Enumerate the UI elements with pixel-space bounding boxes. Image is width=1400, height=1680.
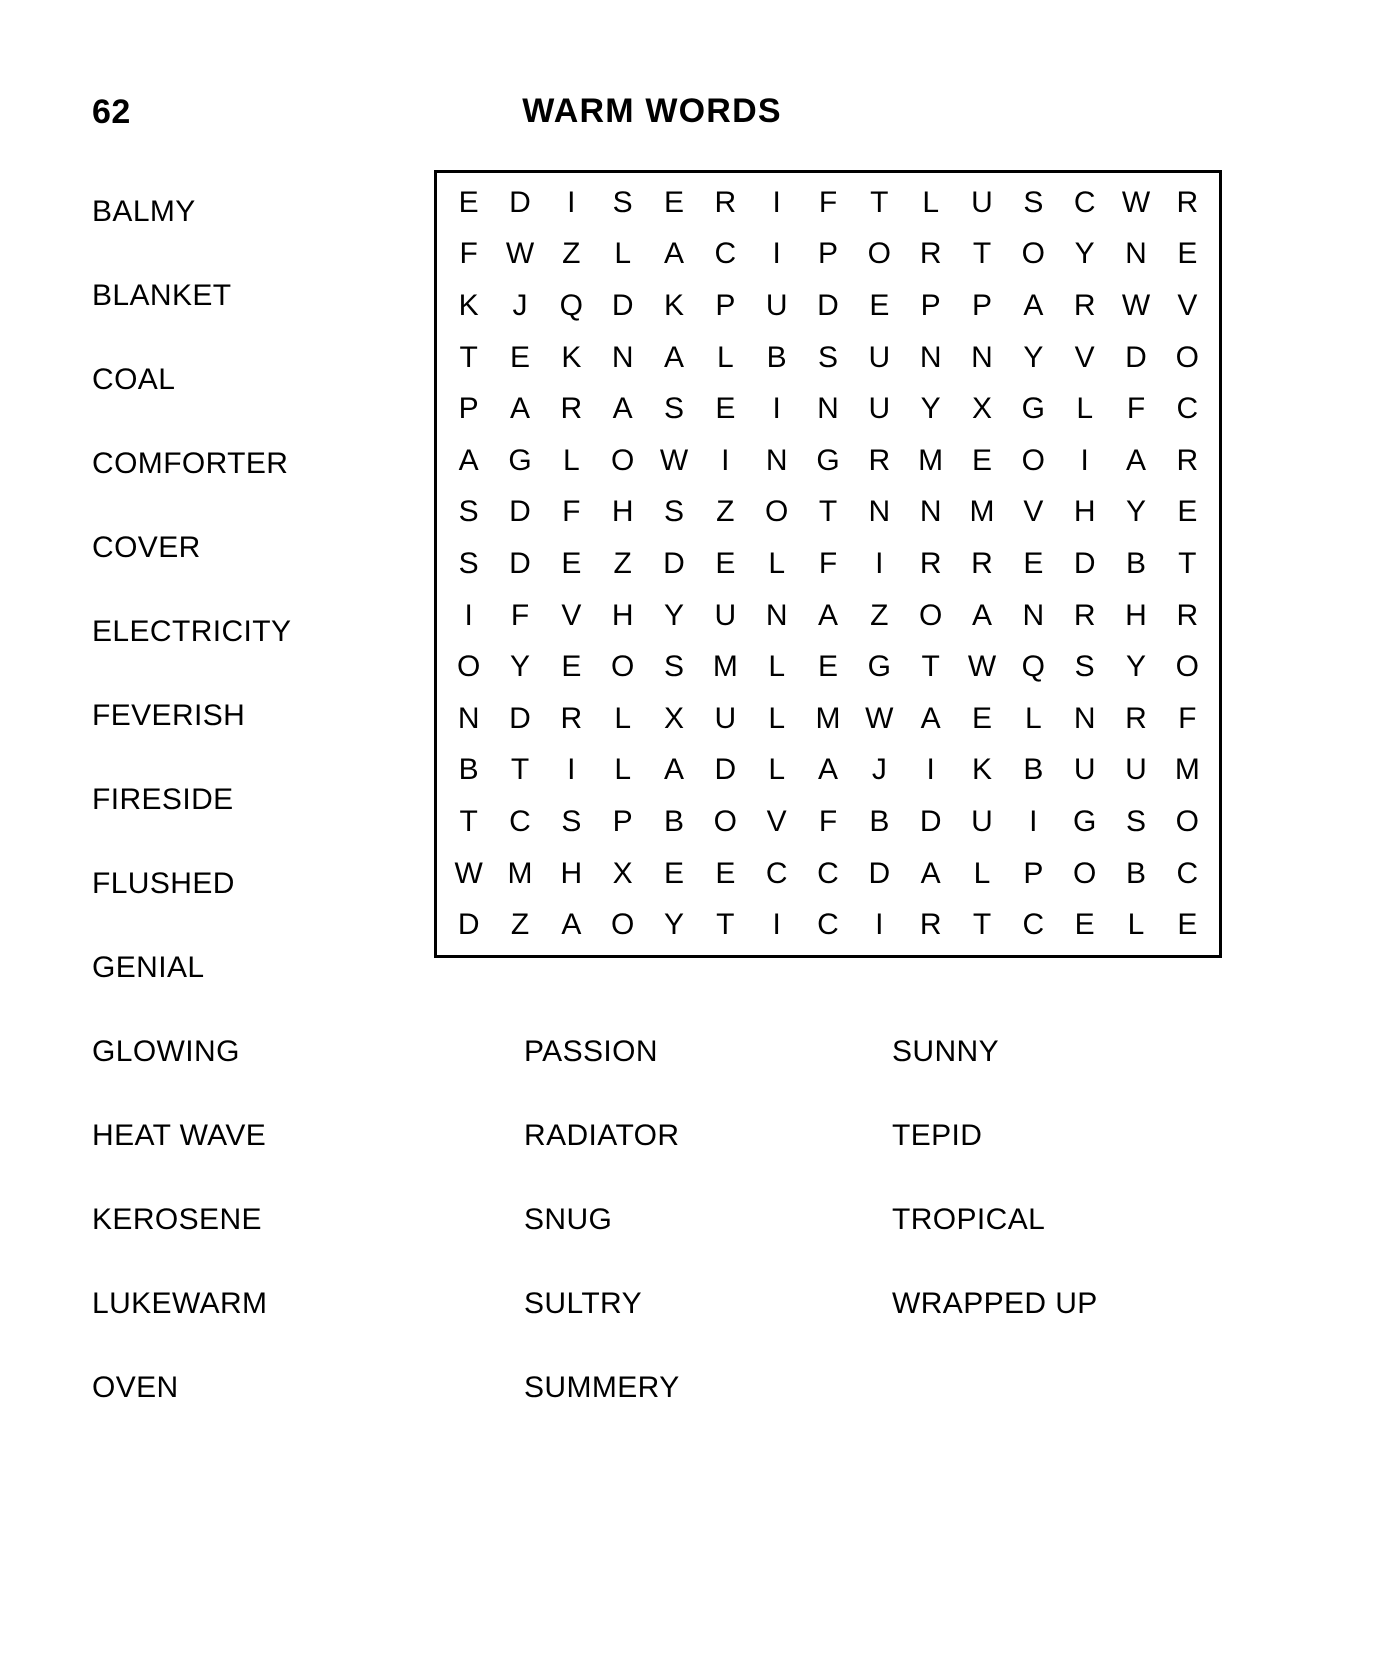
grid-cell: P bbox=[612, 804, 633, 838]
word-list-item: FEVERISH bbox=[92, 699, 246, 732]
grid-cell: D bbox=[509, 546, 531, 580]
grid-cell: Y bbox=[1125, 650, 1146, 684]
grid-cell: B bbox=[1125, 546, 1146, 580]
grid-cell: X bbox=[971, 392, 992, 426]
grid-cell: E bbox=[817, 650, 838, 684]
grid-cell: L bbox=[562, 443, 580, 477]
grid-cell: W bbox=[865, 701, 894, 735]
grid-cell: E bbox=[1074, 908, 1095, 942]
grid-cell: Y bbox=[1074, 237, 1095, 271]
grid-cell: E bbox=[715, 392, 736, 426]
grid-cell: R bbox=[560, 701, 583, 735]
grid-cell: D bbox=[1073, 546, 1096, 580]
grid-cell: M bbox=[507, 856, 533, 890]
grid-cell: C bbox=[1176, 856, 1199, 890]
grid-cell: I bbox=[772, 185, 781, 219]
grid-cell: C bbox=[817, 908, 839, 942]
grid-cell: L bbox=[716, 340, 734, 374]
grid-cell: U bbox=[868, 392, 891, 426]
grid-cell: C bbox=[1022, 908, 1045, 942]
grid-cell: Y bbox=[1023, 340, 1044, 374]
grid-cell: B bbox=[1023, 753, 1044, 787]
grid-cell: T bbox=[921, 650, 940, 684]
grid-cell: L bbox=[768, 546, 785, 580]
grid-cell: A bbox=[663, 237, 684, 271]
grid-cell: S bbox=[561, 804, 582, 838]
grid-cell: L bbox=[768, 650, 785, 684]
grid-cell: E bbox=[663, 185, 684, 219]
grid-cell: Z bbox=[870, 598, 889, 632]
grid-cell: L bbox=[768, 701, 785, 735]
grid-cell: I bbox=[1029, 804, 1038, 838]
grid-cell: B bbox=[1125, 856, 1146, 890]
grid-cell: I bbox=[721, 443, 730, 477]
grid-cell: D bbox=[817, 288, 839, 322]
grid-cell: W bbox=[505, 237, 535, 271]
grid-cell: Y bbox=[663, 598, 684, 632]
grid-cell: Y bbox=[1125, 495, 1146, 529]
grid-cell: O bbox=[1072, 856, 1097, 890]
grid-cell: O bbox=[1175, 340, 1199, 374]
word-list-row bbox=[92, 1094, 1342, 1178]
grid-cell: M bbox=[815, 701, 841, 735]
grid-cell: E bbox=[509, 340, 530, 374]
grid-cell: N bbox=[611, 340, 634, 374]
grid-cell: U bbox=[971, 804, 993, 838]
grid-cell: O bbox=[1021, 443, 1045, 477]
grid-cell: S bbox=[1125, 804, 1146, 838]
grid-cell: C bbox=[817, 856, 839, 890]
grid-cell: E bbox=[715, 856, 736, 890]
grid-cell: B bbox=[663, 804, 684, 838]
grid-cell: Z bbox=[716, 495, 735, 529]
word-list-row bbox=[92, 1010, 1342, 1094]
grid-cell: D bbox=[919, 804, 942, 838]
grid-cell: T bbox=[972, 908, 992, 942]
word-list-item: PASSION bbox=[524, 1035, 658, 1068]
grid-cell: L bbox=[614, 753, 631, 787]
grid-cell: I bbox=[772, 237, 781, 271]
grid-cell: S bbox=[1074, 650, 1095, 684]
grid-cell: A bbox=[1125, 443, 1146, 477]
grid-cell: U bbox=[868, 340, 891, 374]
grid-cell: A bbox=[561, 908, 582, 942]
word-list-item: TEPID bbox=[892, 1119, 983, 1152]
grid-cell: R bbox=[1176, 185, 1199, 219]
grid-cell: M bbox=[712, 650, 738, 684]
grid-cell: J bbox=[871, 753, 887, 787]
grid-cell: C bbox=[509, 804, 531, 838]
grid-cell: E bbox=[561, 650, 582, 684]
grid-cell: V bbox=[1023, 495, 1044, 529]
word-list-item: BALMY bbox=[92, 195, 196, 228]
grid-cell: I bbox=[567, 185, 576, 219]
grid-cell: E bbox=[971, 443, 992, 477]
grid-cell: L bbox=[1076, 392, 1093, 426]
grid-cell: A bbox=[663, 753, 684, 787]
grid-cell: O bbox=[1021, 237, 1045, 271]
grid-cell: I bbox=[875, 546, 884, 580]
grid-cell: P bbox=[1023, 856, 1044, 890]
grid-cell: D bbox=[509, 701, 531, 735]
grid-cell: G bbox=[508, 443, 532, 477]
grid-cell: A bbox=[458, 443, 479, 477]
grid-cell: R bbox=[1073, 288, 1096, 322]
grid-cell: R bbox=[868, 443, 891, 477]
grid-cell: T bbox=[972, 237, 992, 271]
word-list-item: COMFORTER bbox=[92, 447, 289, 480]
grid-cell: U bbox=[714, 701, 737, 735]
grid-cell: J bbox=[512, 288, 528, 322]
grid-cell: F bbox=[510, 598, 530, 632]
grid-cell: G bbox=[1072, 804, 1097, 838]
grid-cell: Q bbox=[559, 288, 583, 322]
grid-cell: E bbox=[1177, 495, 1198, 529]
grid-cell: A bbox=[971, 598, 992, 632]
grid-cell: L bbox=[1024, 701, 1042, 735]
word-list-item: KEROSENE bbox=[92, 1203, 262, 1236]
word-list-item: FLUSHED bbox=[92, 867, 235, 900]
grid-cell: R bbox=[919, 546, 942, 580]
grid-cell: O bbox=[764, 495, 789, 529]
word-list-item: RADIATOR bbox=[524, 1119, 680, 1152]
grid-cell: U bbox=[765, 288, 788, 322]
grid-cell: O bbox=[456, 650, 481, 684]
word-list-item: GLOWING bbox=[92, 1035, 240, 1068]
grid-cell: P bbox=[458, 392, 479, 426]
grid-cell: L bbox=[614, 237, 631, 271]
grid-cell: R bbox=[1176, 598, 1199, 632]
grid-cell: Z bbox=[562, 237, 581, 271]
grid-cell: T bbox=[870, 185, 889, 219]
grid-cell: D bbox=[1125, 340, 1147, 374]
grid-cell: R bbox=[919, 908, 942, 942]
word-list-item: FIRESIDE bbox=[92, 783, 234, 816]
grid-cell: P bbox=[920, 288, 941, 322]
word-list-item: OVEN bbox=[92, 1371, 179, 1404]
grid-cell: R bbox=[560, 392, 583, 426]
grid-cell: L bbox=[973, 856, 991, 890]
grid-cell: N bbox=[1125, 237, 1147, 271]
grid-cell: I bbox=[772, 908, 781, 942]
grid-cell: N bbox=[765, 598, 788, 632]
grid-cell: F bbox=[818, 185, 838, 219]
grid-cell: R bbox=[1073, 598, 1096, 632]
grid-cell: I bbox=[567, 753, 576, 787]
word-list-item: SUMMERY bbox=[524, 1371, 680, 1404]
grid-cell: A bbox=[663, 340, 684, 374]
grid-cell: T bbox=[1178, 546, 1197, 580]
grid-cell: E bbox=[458, 185, 479, 219]
grid-cell: S bbox=[663, 392, 684, 426]
grid-cell: F bbox=[1178, 701, 1197, 735]
word-list-item: COAL bbox=[92, 363, 176, 396]
grid-cell: L bbox=[768, 753, 785, 787]
grid-cell: E bbox=[869, 288, 890, 322]
grid-cell: U bbox=[971, 185, 993, 219]
grid-cell: N bbox=[919, 495, 942, 529]
letter-grid bbox=[437, 173, 1219, 955]
grid-cell: M bbox=[969, 495, 995, 529]
grid-cell: D bbox=[509, 185, 531, 219]
grid-cell: K bbox=[663, 288, 684, 322]
word-list-item: ELECTRICITY bbox=[92, 615, 292, 648]
grid-cell: L bbox=[922, 185, 939, 219]
grid-cell: D bbox=[714, 753, 737, 787]
grid-cell: V bbox=[1074, 340, 1095, 374]
grid-cell: D bbox=[868, 856, 891, 890]
grid-cell: T bbox=[459, 804, 478, 838]
grid-cell: E bbox=[1177, 908, 1198, 942]
grid-cell: S bbox=[458, 495, 479, 529]
grid-cell: E bbox=[561, 546, 582, 580]
grid-cell: F bbox=[459, 237, 478, 271]
word-list-item: GENIAL bbox=[92, 951, 205, 984]
word-list-row bbox=[92, 1178, 1342, 1262]
grid-cell: E bbox=[715, 546, 736, 580]
grid-cell: O bbox=[610, 443, 635, 477]
grid-cell: R bbox=[1176, 443, 1199, 477]
grid-cell: N bbox=[765, 443, 788, 477]
grid-cell: W bbox=[454, 856, 483, 890]
grid-cell: L bbox=[614, 701, 631, 735]
grid-cell: O bbox=[713, 804, 737, 838]
grid-cell: K bbox=[458, 288, 479, 322]
grid-cell: O bbox=[610, 908, 635, 942]
word-list-item: HEAT WAVE bbox=[92, 1119, 267, 1152]
grid-cell: X bbox=[612, 856, 633, 890]
grid-cell: T bbox=[818, 495, 838, 529]
grid-cell: N bbox=[457, 701, 480, 735]
grid-cell: S bbox=[612, 185, 633, 219]
grid-cell: D bbox=[457, 908, 480, 942]
word-search-grid bbox=[434, 170, 1222, 958]
grid-cell: W bbox=[1121, 185, 1151, 219]
grid-cell: E bbox=[1023, 546, 1044, 580]
grid-cell: O bbox=[1175, 804, 1199, 838]
grid-cell: E bbox=[663, 856, 684, 890]
grid-cell: F bbox=[562, 495, 581, 529]
grid-cell: H bbox=[1125, 598, 1147, 632]
word-list-item: LUKEWARM bbox=[92, 1287, 268, 1320]
grid-cell: D bbox=[509, 495, 531, 529]
grid-cell: S bbox=[817, 340, 838, 374]
grid-cell: U bbox=[1125, 753, 1147, 787]
grid-cell: K bbox=[971, 753, 992, 787]
word-list-bottom bbox=[92, 1010, 1342, 1430]
grid-cell: V bbox=[561, 598, 582, 632]
grid-cell: R bbox=[1125, 701, 1147, 735]
grid-cell: N bbox=[1022, 598, 1045, 632]
grid-cell: G bbox=[1021, 392, 1045, 426]
grid-cell: Y bbox=[663, 908, 684, 942]
word-list-item: SNUG bbox=[524, 1203, 613, 1236]
word-list-item: BLANKET bbox=[92, 279, 232, 312]
grid-cell: I bbox=[772, 392, 781, 426]
grid-cell: R bbox=[919, 237, 942, 271]
grid-cell: Z bbox=[613, 546, 632, 580]
page-number: 62 bbox=[92, 93, 131, 131]
grid-cell: P bbox=[971, 288, 992, 322]
grid-cell: A bbox=[509, 392, 530, 426]
grid-cell: S bbox=[458, 546, 479, 580]
grid-cell: S bbox=[1023, 185, 1044, 219]
word-list-item: SUNNY bbox=[892, 1035, 1000, 1068]
grid-cell: F bbox=[1126, 392, 1146, 426]
grid-cell: M bbox=[1174, 753, 1200, 787]
word-list-row bbox=[92, 1346, 1342, 1430]
page-title: WARM WORDS bbox=[522, 92, 782, 130]
grid-cell: Q bbox=[1021, 650, 1045, 684]
grid-cell: A bbox=[817, 753, 838, 787]
grid-cell: W bbox=[967, 650, 997, 684]
grid-cell: Z bbox=[510, 908, 530, 942]
word-list-left-column bbox=[92, 170, 422, 1010]
grid-cell: F bbox=[818, 804, 838, 838]
grid-cell: A bbox=[817, 598, 838, 632]
grid-cell: F bbox=[818, 546, 838, 580]
grid-cell: Y bbox=[509, 650, 530, 684]
grid-cell: B bbox=[869, 804, 890, 838]
grid-cell: R bbox=[714, 185, 737, 219]
grid-cell: V bbox=[1177, 288, 1198, 322]
grid-cell: I bbox=[875, 908, 884, 942]
grid-cell: T bbox=[716, 908, 735, 942]
grid-cell: E bbox=[1177, 237, 1198, 271]
grid-cell: P bbox=[715, 288, 736, 322]
grid-cell: M bbox=[918, 443, 944, 477]
grid-cell: D bbox=[663, 546, 685, 580]
grid-cell: P bbox=[817, 237, 838, 271]
grid-cell: N bbox=[971, 340, 993, 374]
grid-cell: T bbox=[510, 753, 530, 787]
grid-cell: O bbox=[1175, 650, 1199, 684]
grid-cell: N bbox=[919, 340, 942, 374]
grid-cell: R bbox=[971, 546, 993, 580]
word-list-item: COVER bbox=[92, 531, 201, 564]
grid-cell: A bbox=[612, 392, 633, 426]
grid-cell: D bbox=[611, 288, 634, 322]
word-list-item: SULTRY bbox=[524, 1287, 642, 1320]
grid-cell: V bbox=[766, 804, 787, 838]
grid-cell: A bbox=[1023, 288, 1044, 322]
word-list-item: WRAPPED UP bbox=[892, 1287, 1098, 1320]
grid-cell: G bbox=[816, 443, 840, 477]
grid-cell: I bbox=[464, 598, 473, 632]
grid-cell: X bbox=[663, 701, 684, 735]
grid-cell: K bbox=[561, 340, 582, 374]
grid-cell: O bbox=[918, 598, 943, 632]
grid-cell: U bbox=[1073, 753, 1096, 787]
grid-cell: B bbox=[766, 340, 787, 374]
grid-cell: W bbox=[659, 443, 689, 477]
grid-cell: S bbox=[663, 650, 684, 684]
grid-cell: N bbox=[1073, 701, 1096, 735]
grid-cell: H bbox=[611, 495, 634, 529]
grid-cell: O bbox=[610, 650, 635, 684]
grid-cell: C bbox=[765, 856, 788, 890]
grid-cell: L bbox=[1127, 908, 1145, 942]
grid-cell: O bbox=[867, 237, 891, 271]
grid-cell: H bbox=[1073, 495, 1096, 529]
grid-cell: Y bbox=[920, 392, 941, 426]
grid-cell: A bbox=[920, 856, 941, 890]
grid-cell: G bbox=[867, 650, 891, 684]
grid-cell: U bbox=[714, 598, 737, 632]
grid-cell: A bbox=[920, 701, 941, 735]
grid-cell: S bbox=[663, 495, 684, 529]
grid-cell: N bbox=[868, 495, 891, 529]
grid-cell: T bbox=[459, 340, 478, 374]
grid-cell: C bbox=[1073, 185, 1096, 219]
word-list-row bbox=[92, 1262, 1342, 1346]
grid-cell: I bbox=[1080, 443, 1089, 477]
word-list-item: TROPICAL bbox=[892, 1203, 1046, 1236]
grid-cell: H bbox=[560, 856, 583, 890]
grid-cell: H bbox=[611, 598, 634, 632]
grid-cell: E bbox=[971, 701, 992, 735]
grid-cell: B bbox=[458, 753, 479, 787]
grid-cell: N bbox=[817, 392, 839, 426]
grid-cell: I bbox=[926, 753, 935, 787]
grid-cell: C bbox=[714, 237, 737, 271]
grid-cell: W bbox=[1121, 288, 1151, 322]
grid-cell: C bbox=[1176, 392, 1199, 426]
